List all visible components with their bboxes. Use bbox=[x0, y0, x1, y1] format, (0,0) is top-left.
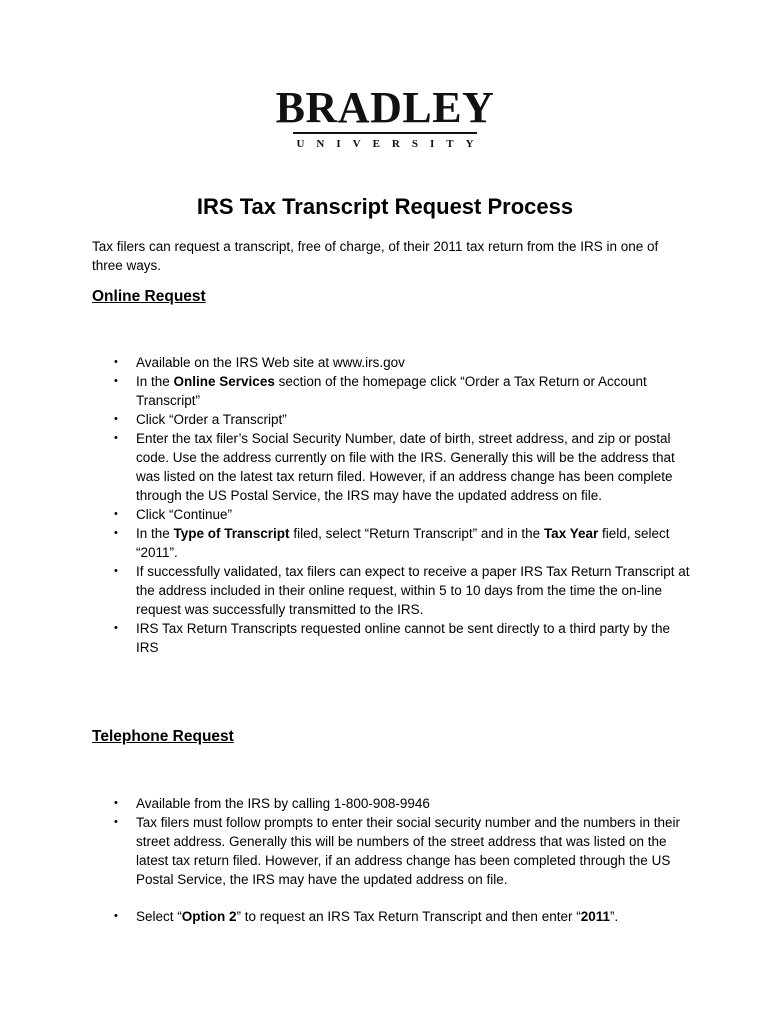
bullet-icon: • bbox=[114, 816, 118, 828]
list-item bbox=[92, 794, 692, 813]
list-item-text: In the bbox=[136, 374, 174, 389]
list-item bbox=[92, 353, 692, 372]
list-item-text: Click “Continue” bbox=[136, 507, 233, 522]
list-item bbox=[92, 372, 692, 410]
bradley-university-logo bbox=[270, 83, 500, 150]
list-item-text: Enter the tax filer’s Social Security Number, date of birth, street address, and zip or postal code. Use the address currently on file with the IRS. Generally this will be the address that was listed on the latest tax return filed. However, if an address change has been complete through the US Postal Service, the IRS may have the updated address on file. bbox=[136, 431, 675, 503]
list-item bbox=[92, 429, 692, 505]
list-item-emphasis: Tax Year bbox=[543, 526, 599, 541]
logo-wordmark: BRADLEY bbox=[275, 83, 495, 132]
list-item-emphasis: Option 2 bbox=[181, 909, 237, 924]
list-item-text: Tax filers must follow prompts to enter their social security number and the numbers in their street address. Generally this will be numbers of the street address that was listed on the latest tax return filed. However, if an address change has been completed through the US Postal Service, the IRS may have the updated address on file. bbox=[136, 815, 680, 887]
list-item-emphasis: 2011 bbox=[580, 909, 611, 924]
list-item-text: Click “Order a Transcript” bbox=[136, 412, 287, 427]
list-item bbox=[92, 907, 692, 926]
list-item-text: filed, select “Return Transcript” and in the bbox=[289, 526, 544, 541]
bullet-icon: • bbox=[114, 910, 118, 922]
list-item bbox=[92, 619, 692, 657]
bullet-icon: • bbox=[114, 797, 118, 809]
list-item-text: IRS Tax Return Transcripts requested online cannot be sent directly to a third party by the IRS bbox=[136, 621, 671, 655]
list-item-text: field, select “2011”. bbox=[136, 526, 670, 560]
telephone-request-list bbox=[92, 794, 692, 926]
online-request-list bbox=[92, 353, 692, 657]
list-item-emphasis: Online Services bbox=[173, 374, 275, 389]
bullet-icon: • bbox=[114, 413, 118, 425]
list-item-text: Available from the IRS by calling 1-800-908-9946 bbox=[136, 796, 430, 811]
list-item bbox=[92, 505, 692, 524]
list-item bbox=[92, 562, 692, 619]
list-item-text: ” to request an IRS Tax Return Transcript and then enter “ bbox=[236, 909, 581, 924]
list-item-text: If successfully validated, tax filers can expect to receive a paper IRS Tax Return Transcript at the address included in their online request, within 5 to 10 days from the time the on-line request was successfully transmitted to the IRS. bbox=[136, 564, 690, 617]
bullet-icon: • bbox=[114, 622, 118, 634]
bullet-icon: • bbox=[114, 527, 118, 539]
list-item-text: ”. bbox=[610, 909, 619, 924]
telephone-request-heading: Telephone Request bbox=[92, 728, 234, 745]
list-item bbox=[92, 524, 692, 562]
intro-paragraph: Tax filers can request a transcript, free of charge, of their 2011 tax return from the IRS in one of three ways. bbox=[92, 239, 659, 273]
bullet-icon: • bbox=[114, 432, 118, 444]
list-item-text: In the bbox=[136, 526, 174, 541]
bullet-icon: • bbox=[114, 508, 118, 520]
list-item-text: Select “ bbox=[136, 909, 182, 924]
list-item bbox=[92, 813, 692, 889]
list-item-emphasis: Type of Transcript bbox=[173, 526, 290, 541]
logo-subtitle: UNIVERSITY bbox=[296, 138, 486, 150]
list-item-text: Available on the IRS Web site at www.irs.gov bbox=[136, 355, 405, 370]
bullet-icon: • bbox=[114, 565, 118, 577]
list-item-text: section of the homepage click “Order a Tax Return or Account Transcript” bbox=[136, 374, 647, 408]
logo-divider bbox=[293, 132, 477, 134]
online-request-heading: Online Request bbox=[92, 288, 206, 305]
page-title: IRS Tax Transcript Request Process bbox=[196, 194, 574, 219]
bullet-icon: • bbox=[114, 356, 118, 368]
bullet-icon: • bbox=[114, 375, 118, 387]
list-item bbox=[92, 410, 692, 429]
